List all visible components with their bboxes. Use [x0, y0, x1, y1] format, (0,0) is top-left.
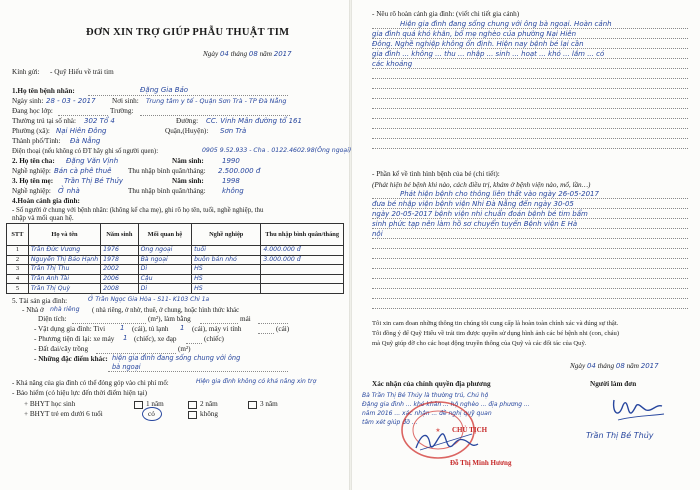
date-year-label: năm — [259, 50, 272, 58]
selected-circle-mark — [142, 407, 162, 421]
commitment-line-3: mà Quỹ giúp đỡ cho các hoạt động truyền thông của Quỹ và các đối tác của Quỹ. — [372, 340, 587, 347]
family-details-line-2: gia đình quá khó khăn, bố mẹ nghèo của phường Nại Hiên — [372, 30, 577, 38]
cell-relation: Cậu — [138, 274, 192, 284]
other-line-1: hiện gia đình đang sống chung với ông — [112, 354, 241, 362]
patient-district: Sơn Trà — [220, 127, 247, 135]
official-signature-icon — [412, 428, 482, 456]
school-line — [140, 115, 290, 116]
table-row — [7, 246, 344, 256]
date-month-label: tháng — [230, 50, 248, 58]
insurance-label: - Bảo hiểm (có hiệu lực đến thời điểm hiện tại) — [12, 389, 148, 397]
table-row — [7, 255, 344, 265]
ruled-line — [372, 298, 688, 299]
table-header-row — [7, 224, 344, 246]
family-heading: 4.Hoàn cảnh gia đình: — [12, 197, 80, 205]
cell-stt: 4 — [7, 274, 29, 284]
mother-job: Ở nhà — [58, 187, 80, 195]
ruled-line — [372, 68, 688, 69]
patient-pob: Trung tâm y tế - Quận Sơn Trà - TP Đà Nẵng — [146, 97, 287, 105]
cell-income — [261, 274, 344, 284]
bhyt-child-opt-yes: có — [148, 410, 155, 418]
cell-year: 1976 — [101, 246, 138, 256]
mother-job-label: Nghề nghiệp: — [12, 187, 51, 195]
mother-birth-label: Năm sinh: — [172, 177, 204, 185]
cell-job: buôn bán nhỏ — [192, 255, 261, 265]
commitment-line-1: Tôi xin cam đoan những thông tin chúng tôi cung cấp là hoàn toàn chính xác và đúng sự thật. — [372, 320, 619, 327]
cell-relation: Bà ngoại — [138, 255, 192, 265]
land-label: - Đất đai/cây trồng — [34, 345, 89, 353]
fridge-unit: (cái), máy vi tính — [192, 325, 242, 333]
ruled-line — [372, 28, 688, 29]
date-day: 04 — [219, 50, 229, 58]
ruled-line — [372, 108, 688, 109]
disease-line-5: nội — [372, 230, 383, 238]
area-line — [72, 323, 146, 324]
cell-year: 2006 — [101, 274, 138, 284]
disease-line-4: sinh phức tạp nên làm hồ sơ chuyển tuyến Bệnh viện E Hà — [372, 220, 578, 228]
official-name: Đỗ Thị Minh Hương — [450, 459, 512, 467]
ability-label: - Khả năng của gia đình có thể đóng góp vào chi phí mổ: — [12, 380, 169, 387]
house-options: ( nhà riêng, ở nhờ, thuê, ở chung, hoặc hình thức khác — [92, 307, 240, 314]
column-header: Họ và tên — [28, 224, 100, 246]
page-fold — [349, 0, 352, 490]
father-birth-label: Năm sinh: — [172, 157, 204, 165]
pc-line — [258, 333, 274, 334]
bhyt-student-checkbox-3[interactable] — [248, 401, 257, 409]
district-label: Quận,(Huyện): — [165, 127, 209, 135]
family-members-table — [6, 223, 344, 294]
ruled-line — [372, 308, 688, 309]
table-row — [7, 274, 344, 284]
disease-line-2: đưa bé nhập viện bệnh viện Nhi Đà Nẵng đến ngày 30-05 — [372, 200, 574, 208]
material-line — [200, 323, 238, 324]
column-header: Nghề nghiệp — [192, 224, 261, 246]
cell-name: Trần Thị Quỳ — [28, 284, 100, 294]
cell-relation: Ông ngoại — [138, 246, 192, 256]
bhyt-student-checkbox-1[interactable] — [134, 401, 143, 409]
bhyt-student-opt-2: 2 năm — [200, 400, 218, 408]
patient-dob: 28 - 03 - 2017 — [46, 97, 96, 105]
tv-unit: (cái), tủ lạnh — [132, 325, 169, 333]
dob-label: Ngày sinh: — [12, 97, 44, 105]
date-year: 2017 — [273, 50, 292, 58]
assets-note: Ở Trần Ngọc Gia Hòa - S11- K103 Chi 1a — [88, 296, 210, 303]
patient-city: Đà Nẵng — [70, 137, 101, 145]
area-label: Diện tích: — [38, 315, 67, 323]
father-birth: 1990 — [222, 157, 240, 165]
family-intro: - Số người ở chung với bệnh nhân: (không kể cha mẹ), ghi rõ họ tên, tuổi, nghề nghiệp, thu — [12, 207, 264, 214]
father-name: Đặng Văn Vịnh — [66, 157, 119, 165]
father-job-label: Nghề nghiệp: — [12, 167, 51, 175]
cell-relation: Dì — [138, 265, 192, 275]
cell-job: HS — [192, 274, 261, 284]
address-label: Thường trú tại số nhà: — [12, 117, 76, 125]
family-intro-2: nhập và mối quan hệ. — [12, 214, 74, 222]
confirm-label: Xác nhận của chính quyền địa phương — [372, 380, 491, 388]
ruled-line — [372, 128, 688, 129]
column-header: Mối quan hệ — [138, 224, 192, 246]
cell-stt: 1 — [7, 246, 29, 256]
cell-year: 2008 — [101, 284, 138, 294]
form-title: ĐƠN XIN TRỢ GIÚP PHẪU THUẬT TIM — [86, 27, 290, 38]
patient-heading: 1.Họ tên bệnh nhân: — [12, 87, 75, 95]
cell-stt: 2 — [7, 255, 29, 265]
ruled-line — [372, 118, 688, 119]
area-unit-1: (m²), làm bằng — [148, 315, 191, 323]
confirm-line-1: Bà Trần Thị Bé Thủy là thường trú, Chủ hộ — [362, 392, 489, 399]
father-heading: 2. Họ tên cha: — [12, 157, 55, 165]
disease-label: - Phần kể về tình hình bệnh của bé (chi tiết): — [372, 170, 500, 178]
cell-job: HS — [192, 284, 261, 294]
recipient-value: - Quỹ Hiếu về trái tim — [50, 68, 114, 76]
street-label: Đường: — [176, 117, 199, 125]
bhyt-student-label: + BHYT học sinh — [24, 400, 76, 408]
cell-stt: 5 — [7, 284, 29, 294]
applicant-name: Trần Thị Bé Thủy — [586, 431, 654, 440]
mother-income-label: Thu nhập bình quân/tháng: — [128, 187, 206, 195]
vehicle-label: - Phương tiện đi lại: xe máy — [34, 335, 115, 343]
disease-sub: (Phát hiện bé bệnh khi nào, cách điều trị, khám ở bệnh viện nào, mổ, lần…) — [372, 181, 591, 189]
ruled-line — [372, 208, 688, 209]
father-job: Bán cà phê thuê — [54, 167, 112, 175]
area-unit-2: mái — [240, 315, 251, 323]
commitment-line-2: Tôi đồng ý để Quỹ Hiếu về trái tim được quyền sử dụng hình ảnh các bé bệnh nhi (con, cháu) — [372, 330, 620, 337]
bhyt-student-opt-1: 1 năm — [146, 400, 164, 408]
house-type: nhà riêng — [50, 306, 80, 313]
cell-income: 3.000.000 đ — [261, 255, 344, 265]
school-label: Trường: — [110, 107, 134, 115]
applicant-label: Người làm đơn — [590, 380, 637, 388]
cell-stt: 3 — [7, 265, 29, 275]
city-label: Thành phố/Tỉnh: — [12, 137, 61, 145]
date-line — [203, 50, 292, 59]
cell-income — [261, 265, 344, 275]
ruled-line — [372, 268, 688, 269]
date2-month: 08 — [615, 362, 625, 370]
patient-phone: 0905 9.52.933 - Cha . 0122.4602.98(Ông ngoại) — [202, 147, 352, 154]
cell-income: 4.000.000 đ — [261, 246, 344, 256]
other-line-2: bà ngoại — [112, 363, 141, 371]
bhyt-child-label: + BHYT trẻ em dưới 6 tuổi — [24, 410, 103, 418]
ruled-line — [372, 278, 688, 279]
grade-line — [58, 115, 108, 116]
fridge-count: 1 — [180, 324, 185, 332]
mother-birth: 1998 — [222, 177, 240, 185]
ruled-line — [372, 98, 688, 99]
date2-month-label: tháng — [597, 362, 615, 370]
ruled-line — [372, 148, 688, 149]
mother-name: Trần Thị Bé Thủy — [64, 177, 124, 185]
table-row — [7, 284, 344, 294]
bhyt-child-opt-no: không — [200, 410, 218, 418]
family-details-label: - Nêu rõ hoàn cảnh gia đình: (viết chi tiết gia cảnh) — [372, 10, 520, 18]
ruled-line — [372, 258, 688, 259]
patient-street: CC. Vinh Mân đường tổ 161 — [206, 117, 302, 125]
column-header: STT — [7, 224, 29, 246]
family-details-line-3: Đông. Nghề nghiệp không ổn định. Hiện nay bệnh bé lại cần — [372, 40, 584, 48]
ruled-line — [372, 218, 688, 219]
ruled-line — [372, 88, 688, 89]
family-details-line-1: Hiện gia đình đang sống chung với ông bà ngoại. Hoàn cảnh — [400, 20, 612, 28]
date-month: 08 — [248, 50, 258, 58]
svg-text:★: ★ — [435, 427, 441, 434]
patient-ward: Nại Hiên Đông — [56, 127, 107, 135]
patient-name-line — [88, 95, 288, 96]
assets-heading: 5. Tài sản gia đình: — [12, 297, 68, 305]
goods-label: - Vật dụng gia đình: Tivi — [34, 325, 106, 333]
confirm-line-2: Đặng gia đình ... khó khăn ... hộ nghèo ... địa phương ... — [362, 401, 530, 408]
cell-name: Trần Thị Thu — [28, 265, 100, 275]
ruled-line — [372, 238, 688, 239]
tv-count: 1 — [120, 324, 125, 332]
other-line-dots — [108, 371, 288, 372]
ward-label: Phường (xã): — [12, 127, 50, 135]
phone-label: Điện thoại (nếu không có ĐT hãy ghi số người quen): — [12, 148, 159, 155]
confirm-line-4: tâm xét giúp đỡ ... — [362, 419, 418, 426]
moto-unit: (chiếc), xe đạp — [134, 335, 177, 343]
cell-name: Trần Đức Vương — [28, 246, 100, 256]
ruled-line — [372, 288, 688, 289]
cell-income — [261, 284, 344, 294]
table-row — [7, 265, 344, 275]
bhyt-student-checkbox-2[interactable] — [188, 401, 197, 409]
cell-year: 2002 — [101, 265, 138, 275]
bike-line — [186, 343, 202, 344]
house-label: - Nhà ở — [22, 306, 44, 314]
cell-job: HS — [192, 265, 261, 275]
pc-unit: (cái) — [276, 325, 290, 333]
mother-heading: 3. Họ tên mẹ: — [12, 177, 54, 185]
ruled-line — [372, 48, 688, 49]
ruled-line — [372, 198, 688, 199]
cell-job: tuổi — [192, 246, 261, 256]
patient-name: Đặng Gia Bảo — [140, 86, 189, 94]
stamp-title: CHỦ TỊCH — [452, 426, 488, 434]
father-income-label: Thu nhập bình quân/tháng: — [128, 167, 206, 175]
moto-count: 1 — [123, 334, 128, 342]
roof-line — [258, 323, 288, 324]
ruled-line — [372, 228, 688, 229]
applicant-signature-icon — [608, 394, 668, 424]
family-details-line-5: các khoảng — [372, 60, 413, 68]
family-details-line-4: gia đình ... không ... thu ... nhập ... sinh ... hoạt ... khó ... lắm ... có — [372, 50, 605, 58]
date2-year-label: năm — [626, 362, 639, 370]
land-unit: (m²) — [178, 345, 191, 353]
date2-year: 2017 — [640, 362, 659, 370]
cell-year: 1978 — [101, 255, 138, 265]
cell-relation: Dì — [138, 284, 192, 294]
cell-name: Nguyễn Thị Bảo Hạnh — [28, 255, 100, 265]
date2-prefix: Ngày — [570, 362, 586, 370]
ruled-line — [372, 58, 688, 59]
disease-line-1: Phát hiện bệnh cho thông liên thất vào ngày 26-05-2017 — [400, 190, 599, 198]
ruled-line — [372, 248, 688, 249]
ruled-line — [372, 138, 688, 139]
ruled-line — [372, 78, 688, 79]
column-header: Năm sinh — [101, 224, 138, 246]
column-header: Thu nhập bình quân/tháng — [261, 224, 344, 246]
bhyt-child-checkbox-no[interactable] — [188, 411, 197, 419]
bike-unit: (chiếc) — [204, 335, 224, 343]
ruled-line — [372, 38, 688, 39]
cell-name: Trần Anh Tài — [28, 274, 100, 284]
mother-income: không — [222, 187, 244, 195]
confirm-line-3: năm 2016 ... xác nhận ... đề nghị quỹ quan — [362, 410, 492, 417]
ability-answer: Hiện gia đình không có khả năng xin trợ — [196, 378, 317, 385]
pob-label: Nơi sinh: — [112, 97, 139, 105]
disease-line-3: ngày 20-05-2017 bệnh viện nhi chuẩn đoán bệnh bé tim bẩm — [372, 210, 588, 218]
recipient-label: Kính gửi: — [12, 68, 40, 76]
other-label: - Những đặc điểm khác: — [34, 355, 108, 363]
date-prefix: Ngày — [203, 50, 219, 58]
father-income: 2.500.000 đ — [218, 167, 261, 175]
grade-label: Đang học lớp: — [12, 107, 53, 115]
patient-house: 302 Tổ 4 — [84, 117, 115, 125]
date-line-2 — [570, 362, 659, 371]
bhyt-student-opt-3: 3 năm — [260, 400, 278, 408]
date2-day: 04 — [586, 362, 596, 370]
